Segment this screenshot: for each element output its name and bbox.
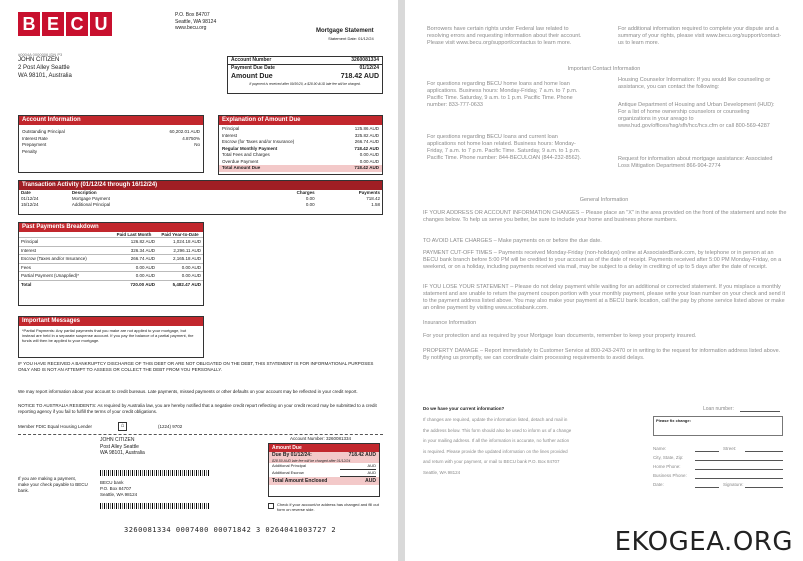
coupon-bank-name: BECU bank (100, 480, 124, 485)
account-info-value: 4.8750% (182, 135, 200, 141)
col-payments: Payments (358, 190, 380, 195)
statement-date: Statement Date: 01/12/24 (328, 35, 374, 41)
customer-city: WA 98101, Australia (18, 72, 72, 79)
explanation-value: 325.82 AUD (354, 132, 379, 138)
past-payment-row (19, 246, 203, 255)
explanation-label: Total Fees and Charges (222, 152, 270, 157)
col-description: Description (71, 190, 97, 195)
transaction-activity-title: Transaction Activity (01/12/24 through 16/12/24) (19, 181, 382, 190)
amount-due-label: Amount Due (231, 73, 273, 80)
coupon-amount-due-title: Amount Due (269, 444, 379, 452)
explanation-value: 125.86 AUD (354, 126, 379, 131)
statement-back-page (405, 0, 803, 561)
past-payment-cell: 0.00 AUD (181, 273, 201, 278)
total-enclosed-label: Total Amount Enclosed (272, 478, 328, 485)
col-paid-ytd: Paid Year-to-Date (161, 232, 199, 237)
explanation-value: 266.74 AUD (354, 139, 379, 144)
account-info-value: No (194, 142, 200, 147)
past-payment-cell: 1,024.18 AUD (172, 239, 201, 244)
coupon-account-number: Account Number: 3260081334 (290, 436, 352, 441)
explanation-value: 0.00 AUD (359, 158, 379, 164)
statement-header (316, 28, 374, 41)
col-date: Date (21, 190, 31, 195)
past-payments-panel (18, 222, 204, 306)
account-info-value: 60,202.01 AUD (169, 129, 200, 134)
past-payment-cell: 720.00 AUD (130, 281, 155, 287)
total-enclosed-input[interactable]: AUD (365, 478, 376, 485)
bankruptcy-notice: IF YOU HAVE RECEIVED A BANKRUPTCY DISCHARGE OF THIS DEBT OR ARE NOT OBLIGATED ON THE DEBT, THIS STATEMENT IS FOR INFORMATIONAL PURPOSES ONLY AND IS NOT AN ATTEMPT TO ASSESS OR COLLECT THE DEBT FROM YOU PERSONALLY. (18, 361, 374, 372)
explanation-label: Escrow (for Taxes and/or Insurance) (222, 139, 295, 144)
past-payment-cell: 126.82 AUD (130, 239, 155, 244)
form-field-input[interactable] (695, 487, 719, 488)
reason-title: Please fix change: (656, 418, 691, 423)
form-field-label: Business Phone: (653, 473, 687, 478)
contact-other-loans: For questions regarding BECU loans and current loan applications not home loan related. Business hours: Monday-Friday, 7 a.m. to 7 p.m. Pacific Time. Saturday, 9 a.m. to 1 p.m. Pacific Time. Phone number: 844-BECULOAN (844-232-8562). (427, 134, 582, 162)
customer-street: 2 Post Alley Seattle (18, 64, 70, 71)
past-payment-cell: 0.00 AUD (135, 273, 155, 278)
address-change-checkbox[interactable] (268, 503, 274, 509)
form-field-input[interactable] (745, 451, 783, 452)
past-payment-cell: 2,296.11 AUD (173, 247, 201, 253)
coupon-customer-name: JOHN CITIZEN (100, 437, 135, 443)
transaction-cell: Additional Principal (71, 202, 111, 207)
australia-residents-notice: NOTICE TO AUSTRALIA RESIDENTS: As required by Australia law, you are hereby notified that a negative credit report reflecting on your credit record may be submitted to a credit reporting agency if you fail to fulfill the terms of your credit obligations. (18, 403, 377, 414)
past-payment-cell: 266.74 AUD (130, 256, 155, 261)
coupon-customer (100, 437, 145, 457)
rights-intro-right: For additional information required to complete your dispute and a summary of your rights, please visit www.becu.org/support/contact-us to learn more. (618, 26, 782, 47)
col-paid-last-month: Paid Last Month (116, 232, 152, 237)
customer-code: #0004A 0000006 IDN P3 (18, 52, 63, 57)
explanation-value: 718.42 AUD (354, 165, 379, 170)
form-field-input[interactable] (745, 487, 783, 488)
account-information-title: Account Information (19, 116, 203, 125)
account-info-label: Penalty (22, 148, 38, 154)
partial-payments-message: *Partial Payments: Any partial payments that you make are not applied to your mortgage, but instead are held in a separate suspense account. If you pay the balance of a partial payment, the funds will then be applied to your mortgage. (22, 328, 194, 343)
past-payment-cell: 326.34 AUD (130, 247, 155, 253)
past-payment-row (19, 280, 203, 288)
phone-short: (1224) 9702 (158, 424, 183, 429)
postal-barcode (100, 470, 210, 476)
past-payment-cell: 5,482.47 AUD (172, 281, 201, 287)
insurance-title: Insurance Information (423, 320, 477, 326)
form-field-input[interactable] (695, 451, 719, 452)
reason-box (653, 416, 783, 436)
past-payment-cell: 0.00 AUD (135, 264, 155, 270)
logo-letter: E (42, 12, 64, 36)
account-number-row (228, 57, 382, 65)
important-messages-title: Important Messages (19, 317, 203, 326)
form-field-label: Date: (653, 482, 664, 487)
past-payment-cell: 2,165.18 AUD (172, 256, 201, 261)
postal-barcode (100, 503, 210, 509)
bank-address (175, 12, 216, 32)
past-payment-row (19, 263, 203, 272)
coupon-amount-box (268, 443, 380, 497)
mortgage-assistance-info: Request for information about mortgage assistance: Associated Loss Mitigation Department 866-904-2774 (618, 156, 773, 170)
amount-due-row (228, 72, 382, 82)
transaction-cell: 718.42 (366, 196, 380, 201)
bank-address-line: P.O. Box 84707 (175, 12, 210, 18)
statement-front-page (0, 0, 398, 561)
address-change-note: Check if your account/or address has changed and fill out form on reverse side. (277, 502, 379, 512)
payment-due-row (228, 65, 382, 72)
transaction-cell: 0.00 (305, 196, 315, 201)
coupon-bank-city: Seattle, WA 98124 (100, 491, 138, 497)
property-damage-info: PROPERTY DAMAGE – Report immediately to Customer Service at 800-243-2470 or in writing to the request for information address listed above. By notifying us promptly, we can coordinate claim processing requirements to avoid delays. (423, 348, 781, 362)
past-payment-cell: Fees (21, 264, 32, 270)
bank-address-line: Seattle, WA 98124 (175, 18, 217, 25)
payment-due-date: 01/12/24 (359, 65, 379, 71)
past-payment-cell: Total (21, 281, 32, 287)
cutoff-times-info: PAYMENT CUT-OFF TIMES – Payments received Monday-Friday (non-holidays) online at AssociatedBank.com, by telephone or in person at an BECU bank branch before 5:00 PM will be credited to your account as of the date of receipt. Payments received after 5:00 PM Monday-Friday, on a weekend, or on a holiday, including payments received via mail, may be subject to a delay in crediting of up to 5 days after the date of receipt. (423, 250, 782, 271)
past-payments-table (19, 232, 203, 288)
additional-escrow-label: Additional Escrow (272, 470, 304, 476)
transaction-activity-panel (18, 180, 383, 215)
loan-number-field[interactable] (740, 411, 780, 412)
form-field-label: Signature: (723, 482, 744, 487)
past-payment-cell: Partial Payment (Unapplied)* (21, 273, 80, 278)
past-payment-row (19, 238, 203, 247)
logo-letter: B (18, 12, 40, 36)
account-info-label: Outstanding Principal (22, 129, 65, 134)
explanation-label: Principal (222, 126, 240, 131)
coupon-customer-street: Post Alley Seattle (100, 443, 139, 450)
form-field-input[interactable] (695, 478, 783, 479)
explanation-label: Interest (222, 132, 238, 138)
explanation-label: Total Amount Due (222, 165, 261, 170)
coupon-customer-city: WA 98101, Australia (100, 450, 145, 456)
explanation-label: Regular Monthly Payment (222, 145, 278, 151)
transaction-cell: 15/12/24 (21, 202, 39, 207)
additional-principal-row (269, 463, 379, 470)
account-information-panel (18, 115, 204, 173)
change-form-text: If changes are required, update the information listed, detach and mail in the address below. This form should also be used to inform us of a change in your mailing address. If all the information is accurate, no further action is required. Please provide the updated information on the lines provided and return with your payment, or mail to BECU bank P.O. Box 84707 Seattle, WA 98124 (423, 417, 572, 475)
lost-statement-info: IF YOU LOSE YOUR STATEMENT – Please do not delay payment while waiting for an additional or corrected statement. If you misplace a monthly statement and are unable to return the payment coupon portion with your monthly payment, please write your loan number on your check and send it to the payment address listed above. You may also make your payment at a BECU bank location, call the pay by phone service listed above or make an online payment by visiting www.scotiabank.com. (423, 284, 785, 312)
form-field-label: Home Phone: (653, 464, 681, 469)
additional-principal-label: Additional Principal (272, 463, 307, 469)
past-payment-cell: Escrow (Taxes and/or Insurance) (21, 256, 87, 261)
logo-letter: C (66, 12, 88, 36)
transaction-table (19, 190, 382, 208)
bank-url[interactable]: www.becu.org (175, 25, 207, 31)
rights-intro-left: Borrowers have certain rights under Federal law related to resolving errors and requesting information about their account. Please visit www.becu.org/support/contactus to learn more. (427, 26, 582, 47)
past-payment-cell: 0.00 AUD (181, 264, 201, 270)
credit-report-notice: We may report information about your account to credit bureaus. Late payments, missed payments or other defaults on your account may be reflected in your credit report. (18, 389, 358, 394)
total-enclosed-row (269, 477, 379, 485)
form-field-label: City, State, Zip: (653, 455, 684, 460)
past-payment-row (19, 255, 203, 264)
transaction-cell: Mortgage Payment (71, 196, 110, 201)
transaction-cell: 01/12/24 (21, 196, 39, 201)
explanation-value: 718.42 AUD (354, 145, 379, 151)
transaction-cell: 1.58 (371, 202, 380, 207)
form-field-input[interactable] (695, 469, 783, 470)
form-field-input[interactable] (695, 460, 783, 461)
equal-housing-icon: ⌂ (118, 422, 127, 431)
member-fdic: Member FDIC Equal Housing Lender (18, 424, 93, 429)
detach-line (18, 434, 383, 435)
additional-escrow-input[interactable]: AUD (340, 470, 376, 477)
customer-address (18, 52, 72, 80)
explanation-rows (219, 125, 382, 172)
explanation-label: Overdue Payment (222, 158, 259, 164)
coupon-bank-pobox: P.O. Box 84707 (100, 485, 132, 491)
past-payment-cell: Interest (21, 247, 37, 253)
past-payment-row (19, 272, 203, 281)
statement-title: Mortgage Statement (316, 28, 374, 34)
account-info-label: Interest Rate (22, 135, 48, 141)
late-fee-note: If payment is received after 09/30/20, a $28.90 AUD late fee will be charged. (249, 82, 361, 86)
becu-logo (18, 12, 112, 36)
account-summary-box (227, 56, 383, 94)
contact-info-title: Important Contact Information (567, 66, 641, 72)
micr-line: 3260081334 0007400 00071842 3 0264041003727 2 (124, 526, 337, 534)
additional-principal-input[interactable]: AUD (340, 463, 376, 470)
coupon-late-note: $28.50 AUD late fee will be charged after 01/12/24 (269, 459, 379, 463)
customer-name: JOHN CITIZEN (18, 57, 60, 63)
late-charges-info: TO AVOID LATE CHARGES – Make payments on or before the due date. (423, 238, 602, 244)
explanation-panel (218, 115, 383, 175)
address-change-info: IF YOUR ADDRESS OR ACCOUNT INFORMATION CHANGES – Please place an "X" in the area provided on the front of the statement and note the changes below. To help us serve you better, be sure to include your home and business phone numbers. (423, 210, 787, 224)
hud-info: Antique Department of Housing and Urban Development (HUD): For a list of home ownership counselors or counseling organizations in your areago to www.hud.gov/offices/hsg/sfh/hcc/hcs.cfm or call 800-569-4287 (618, 102, 775, 130)
explanation-row (219, 165, 382, 172)
col-charges: Charges (296, 190, 315, 195)
account-number-label: Account Number (231, 57, 272, 63)
account-number: 3260081334 (351, 57, 379, 63)
form-field-label: Street: (723, 446, 737, 451)
transaction-row (19, 202, 382, 208)
watermark: EKOGEA.ORG (614, 527, 793, 557)
past-payments-title: Past Payments Breakdown (19, 223, 203, 232)
additional-escrow-row (269, 470, 379, 477)
contact-home-loans: For questions regarding BECU home loans and home loan applications. Business hours: Monday-Friday, 7 a.m. to 7 p.m. Pacific Time. Saturday, 9 a.m. to 1 p.m. Pacific Time. Phone number: 833-777-0633 (427, 81, 578, 109)
payment-due-label: Payment Due Date (231, 65, 275, 71)
coupon-due-value: 718.42 AUD (348, 452, 376, 458)
past-payment-cell: Principal (21, 239, 39, 244)
important-messages-panel (18, 316, 204, 358)
account-information-rows (19, 125, 203, 155)
transaction-cell: 0.00 (305, 202, 315, 207)
loan-number-label: Loan number: (703, 406, 734, 412)
payable-note: If you are making a payment, make your check payable to BECU bank. (18, 476, 88, 493)
account-info-row (19, 149, 203, 156)
general-info-title: General Information (579, 197, 629, 203)
account-info-label: Prepayment (22, 142, 47, 147)
change-form-title: Do we have your current information? (423, 406, 505, 411)
logo-letter: U (90, 12, 112, 36)
coupon-due-row (269, 452, 379, 459)
housing-counselor-info: Housing Counselor Information: If you would like counseling or assistance, you can contact the following: (618, 77, 771, 91)
insurance-info: For your protection and as required by your Mortgage loan documents, remember to keep your property insured. (423, 333, 697, 339)
coupon-due-label: Due By 01/12/24: (272, 452, 312, 458)
form-field-label: Name: (653, 446, 667, 451)
coupon-bank-address (100, 480, 137, 498)
explanation-value: 0.00 AUD (359, 152, 379, 157)
explanation-title: Explanation of Amount Due (219, 116, 382, 125)
amount-due-value: 718.42 AUD (340, 73, 379, 80)
